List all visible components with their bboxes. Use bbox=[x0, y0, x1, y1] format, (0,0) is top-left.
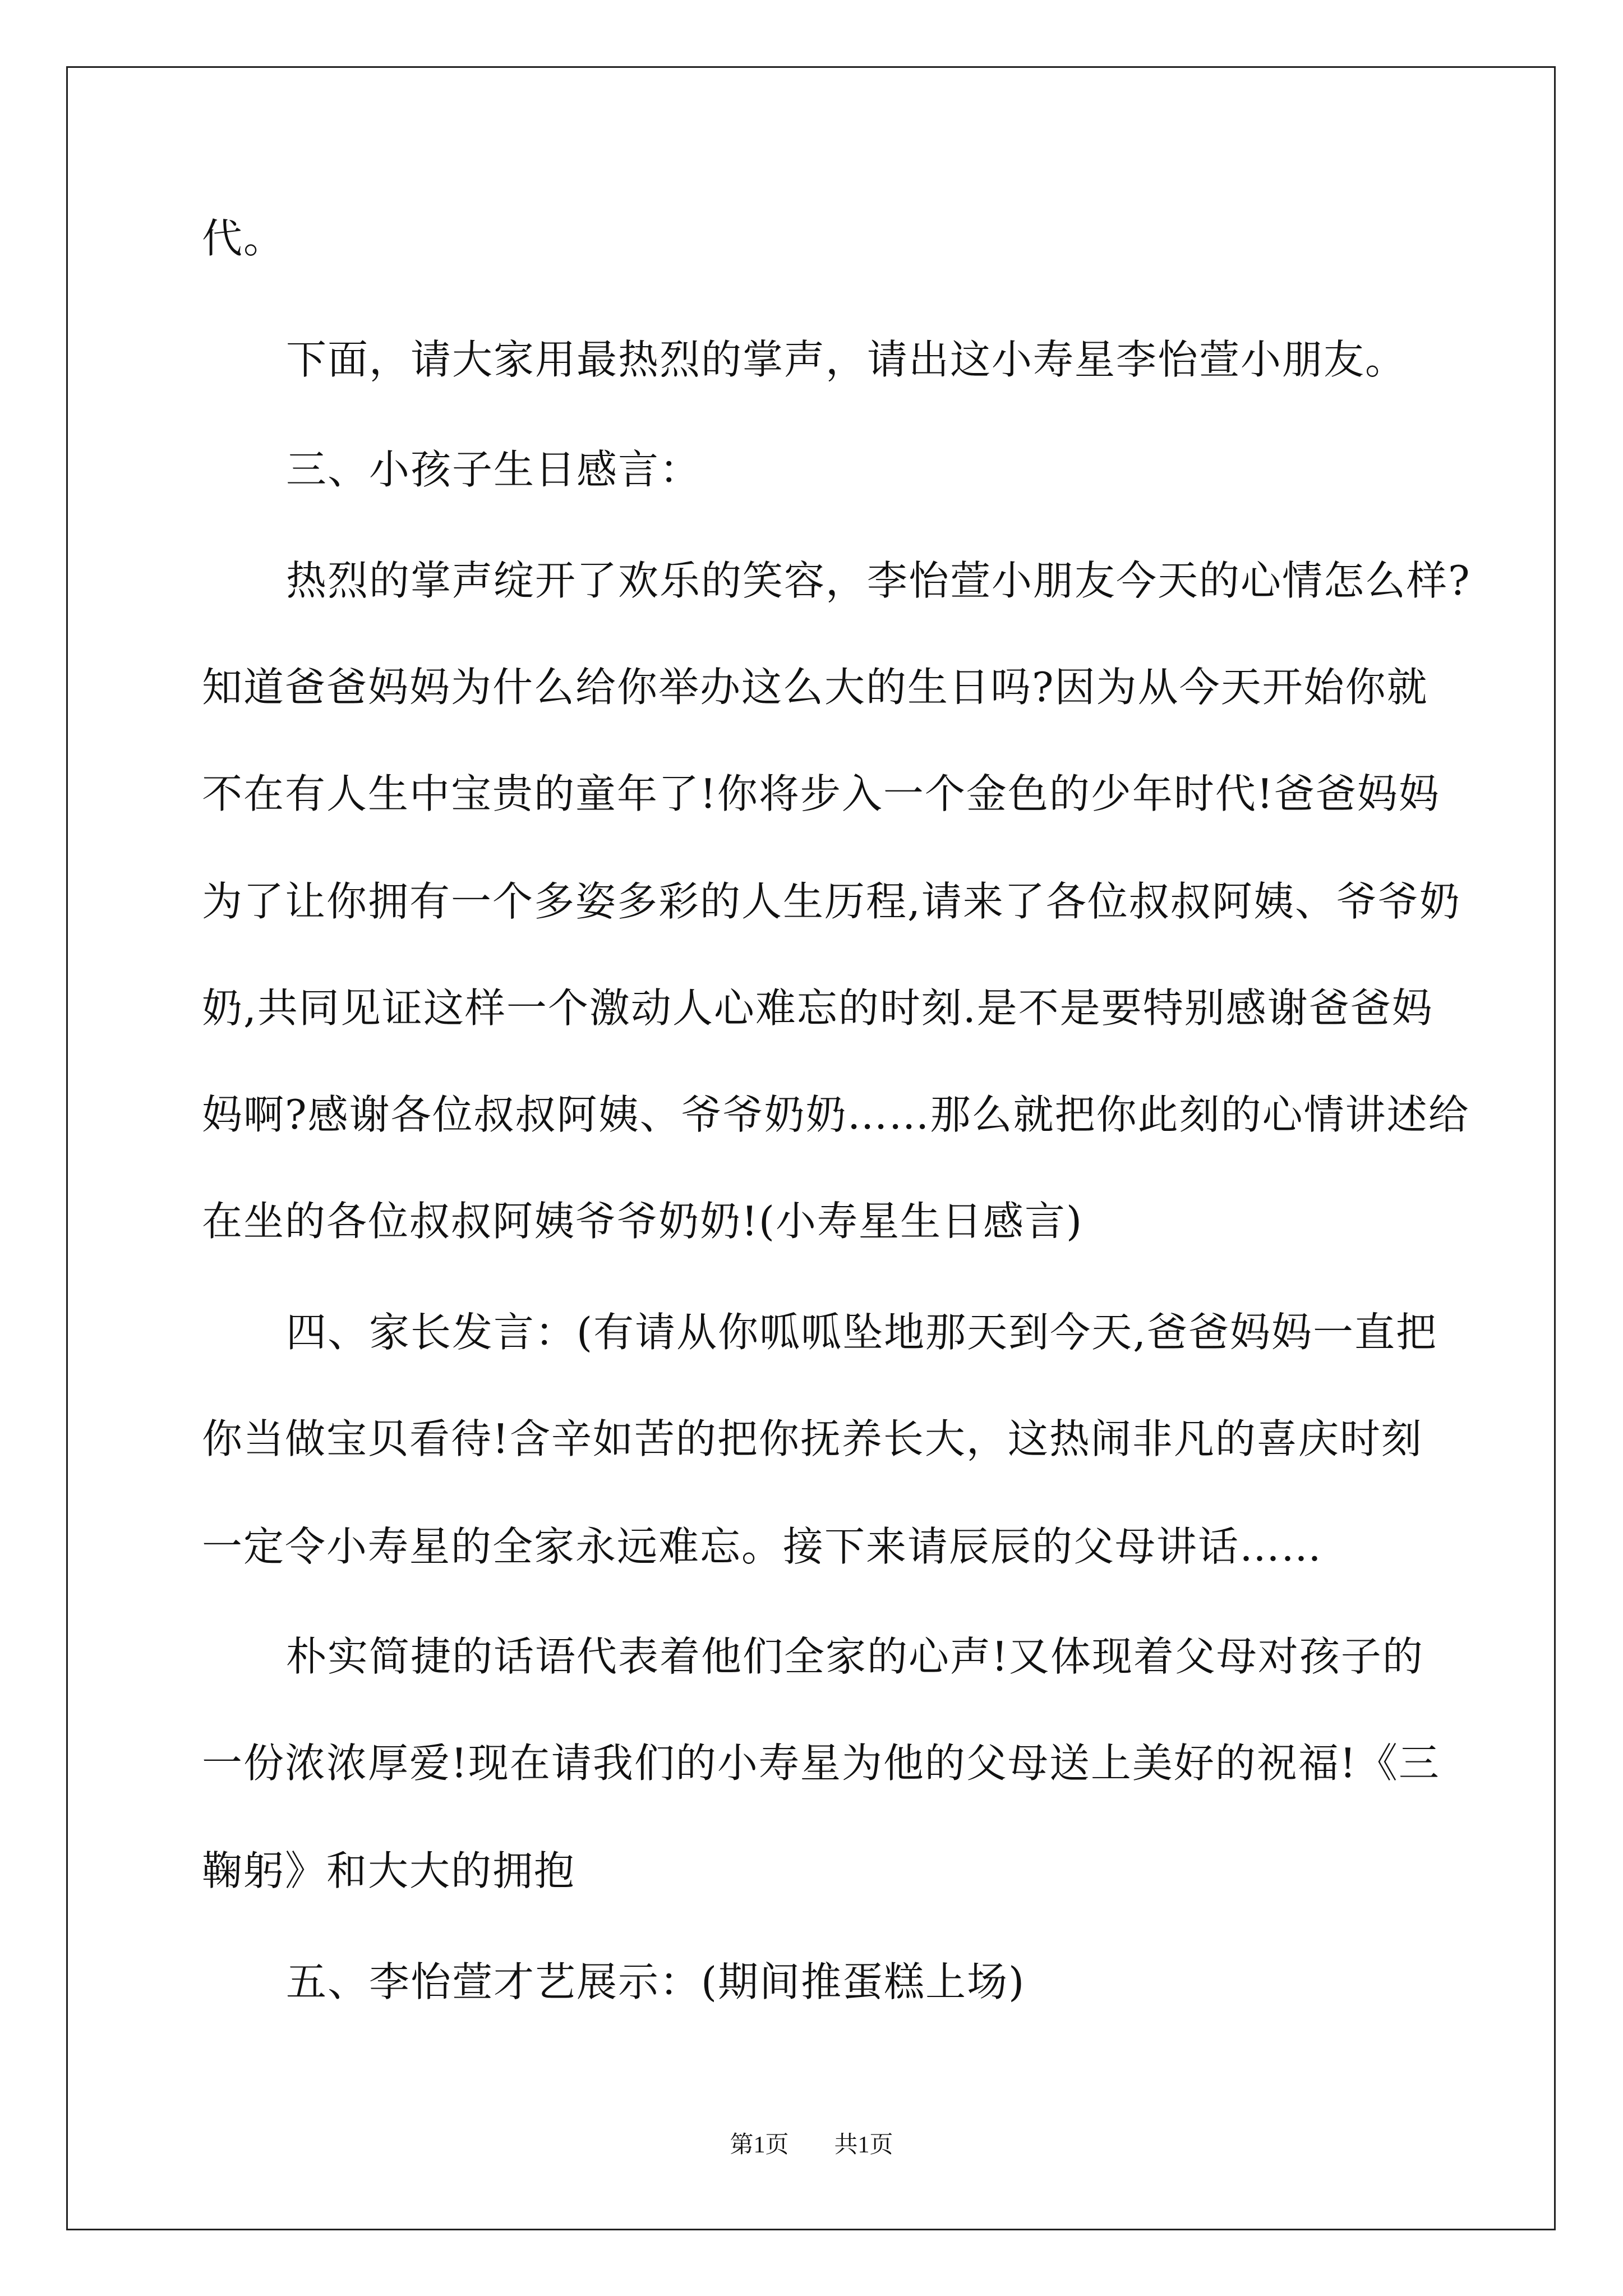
section-heading: 五、李怡萱才艺展示：(期间推蛋糕上场) bbox=[286, 1958, 1026, 2005]
text-line: 代。 bbox=[202, 215, 285, 262]
page-total: 共1页 bbox=[834, 2132, 893, 2158]
text-line: 不在有人生中宝贵的童年了!你将步入一个金色的少年时代!爸爸妈妈 bbox=[202, 770, 1440, 817]
page-footer bbox=[0, 2126, 1623, 2160]
paragraph-line: 热烈的掌声绽开了欢乐的笑容，李怡萱小朋友今天的心情怎么样? bbox=[286, 557, 1471, 604]
paragraph-line: 下面，请大家用最热烈的掌声，请出这小寿星李怡萱小朋友。 bbox=[286, 336, 1407, 383]
text-line: 奶,共同见证这样一个激动人心难忘的时刻.是不是要特别感谢爸爸妈 bbox=[202, 984, 1433, 1032]
text-line: 在坐的各位叔叔阿姨爷爷奶奶!(小寿星生日感言) bbox=[202, 1198, 1083, 1245]
text-line: 妈啊?感谢各位叔叔阿姨、爷爷奶奶……那么就把你此刻的心情讲述给 bbox=[202, 1091, 1470, 1138]
page-border bbox=[66, 66, 1556, 2230]
text-line: 为了让你拥有一个多姿多彩的人生历程,请来了各位叔叔阿姨、爷爷奶 bbox=[202, 878, 1461, 925]
text-line: 知道爸爸妈妈为什么给你举办这么大的生日吗?因为从今天开始你就 bbox=[202, 664, 1428, 711]
section-heading: 三、小孩子生日感言： bbox=[286, 446, 702, 493]
text-line: 一份浓浓厚爱!现在请我们的小寿星为他的父母送上美好的祝福!《三 bbox=[202, 1740, 1440, 1787]
page-number: 第1页 bbox=[730, 2132, 789, 2158]
text-line: 你当做宝贝看待!含辛如苦的把你抚养长大，这热闹非凡的喜庆时刻 bbox=[202, 1415, 1423, 1462]
text-line: 鞠躬》和大大的拥抱 bbox=[202, 1847, 576, 1894]
section-heading: 四、家长发言：(有请从你呱呱坠地那天到今天,爸爸妈妈一直把 bbox=[286, 1309, 1437, 1356]
paragraph-line: 朴实简捷的话语代表着他们全家的心声!又体现着父母对孩子的 bbox=[286, 1633, 1424, 1680]
text-line: 一定令小寿星的全家永远难忘。接下来请辰辰的父母讲话…… bbox=[202, 1523, 1323, 1570]
